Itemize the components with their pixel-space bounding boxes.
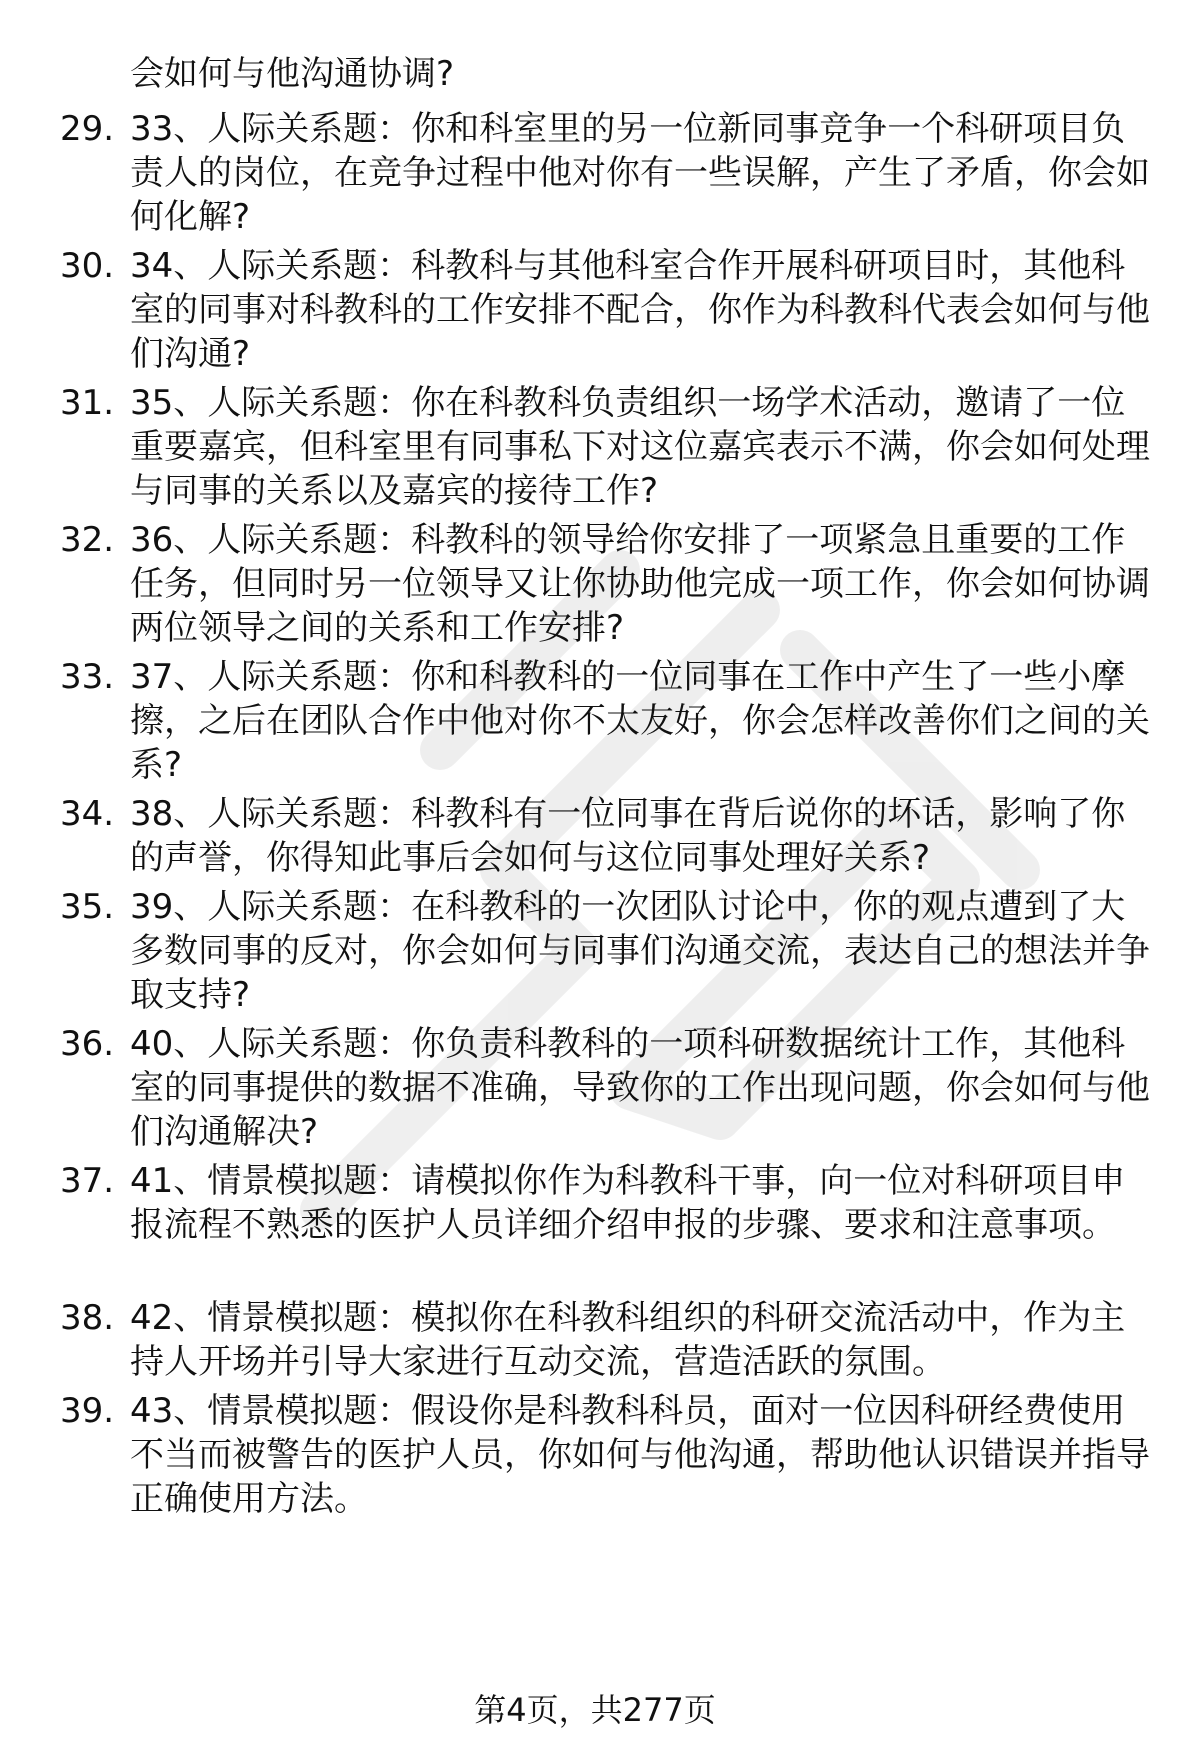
item-number: 37. (60, 1161, 115, 1201)
list-item (60, 1389, 1160, 1521)
item-number: 35. (60, 887, 115, 927)
list-item (60, 244, 1160, 376)
item-number: 36. (60, 1024, 115, 1064)
list-item (60, 1022, 1160, 1154)
item-text: 33、人际关系题：你和科室里的另一位新同事竞争一个科研项目负责人的岗位，在竞争过程中他对你有一些误解，产生了矛盾，你会如何化解? (130, 109, 1150, 237)
item-text: 39、人际关系题：在科教科的一次团队讨论中，你的观点遭到了大多数同事的反对，你会如何与同事们沟通交流，表达自己的想法并争取支持? (130, 887, 1150, 1015)
item-text: 36、人际关系题：科教科的领导给你安排了一项紧急且重要的工作任务，但同时另一位领导又让你协助他完成一项工作，你会如何协调两位领导之间的关系和工作安排? (130, 520, 1150, 648)
item-number: 34. (60, 794, 115, 834)
item-text: 41、情景模拟题：请模拟你作为科教科干事，向一位对科研项目申报流程不熟悉的医护人员详细介绍申报的步骤、要求和注意事项。 (130, 1161, 1126, 1245)
item-number: 38. (60, 1298, 115, 1338)
list-item (60, 1159, 1160, 1247)
list-item (60, 107, 1160, 239)
item-text: 42、情景模拟题：模拟你在科教科组织的科研交流活动中，作为主持人开场并引导大家进行互动交流，营造活跃的氛围。 (130, 1298, 1126, 1382)
page-footer: 第4页，共277页 (474, 1691, 716, 1729)
item-number: 32. (60, 520, 115, 560)
item-text: 40、人际关系题：你负责科教科的一项科研数据统计工作，其他科室的同事提供的数据不准确，导致你的工作出现问题，你会如何与他们沟通解决? (130, 1024, 1150, 1152)
list-item (60, 381, 1160, 513)
item-number: 29. (60, 109, 115, 149)
item-number: 33. (60, 657, 115, 697)
item-text: 34、人际关系题：科教科与其他科室合作开展科研项目时，其他科室的同事对科教科的工作安排不配合，你作为科教科代表会如何与他们沟通? (130, 246, 1150, 374)
item-number: 39. (60, 1391, 115, 1431)
list-item (60, 1296, 1160, 1384)
item-text: 38、人际关系题：科教科有一位同事在背后说你的坏话，影响了你的声誉，你得知此事后会如何与这位同事处理好关系? (130, 794, 1126, 878)
item-text: 43、情景模拟题：假设你是科教科科员，面对一位因科研经费使用不当而被警告的医护人员，你如何与他沟通，帮助他认识错误并指导正确使用方法。 (130, 1391, 1150, 1519)
item-text: 37、人际关系题：你和科教科的一位同事在工作中产生了一些小摩擦，之后在团队合作中他对你不太友好，你会怎样改善你们之间的关系? (130, 657, 1150, 785)
list-item (60, 885, 1160, 1017)
list-item (60, 655, 1160, 787)
item-number: 30. (60, 246, 115, 286)
list-item (60, 792, 1160, 880)
item-number: 31. (60, 383, 115, 423)
continuation-text: 会如何与他沟通协调? (130, 54, 455, 94)
list-item (60, 518, 1160, 650)
item-text: 35、人际关系题：你在科教科负责组织一场学术活动，邀请了一位重要嘉宾，但科室里有同事私下对这位嘉宾表示不满，你会如何处理与同事的关系以及嘉宾的接待工作? (130, 383, 1150, 511)
